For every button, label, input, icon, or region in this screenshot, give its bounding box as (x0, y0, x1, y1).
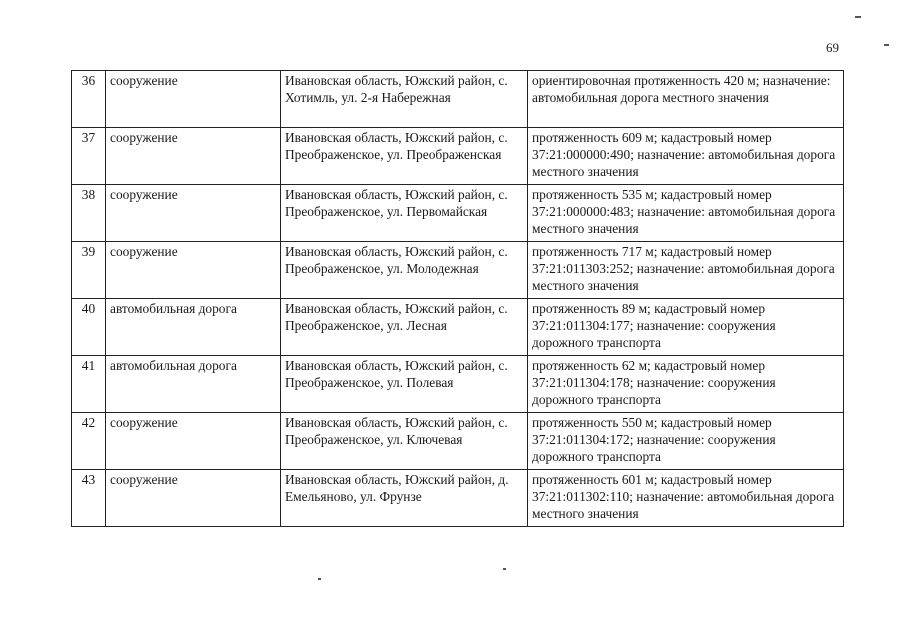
object-address: Ивановская область, Южский район, с. Преображенское, ул. Ключевая (281, 413, 528, 470)
row-number: 41 (72, 356, 106, 413)
object-address: Ивановская область, Южский район, с. Хотимль, ул. 2-я Набережная (281, 71, 528, 128)
object-type: сооружение (106, 413, 281, 470)
table-row (72, 356, 844, 413)
object-type: автомобильная дорога (106, 356, 281, 413)
scan-mark (318, 578, 321, 580)
row-number: 40 (72, 299, 106, 356)
object-address: Ивановская область, Южский район, с. Преображенское, ул. Лесная (281, 299, 528, 356)
scan-mark (503, 568, 506, 570)
object-description: протяженность 535 м; кадастровый номер 37:21:000000:483; назначение: автомобильная дорога местного значения (528, 185, 844, 242)
row-number: 36 (72, 71, 106, 128)
object-address: Ивановская область, Южский район, с. Преображенское, ул. Преображенская (281, 128, 528, 185)
row-number: 37 (72, 128, 106, 185)
table-row (72, 185, 844, 242)
scan-mark (855, 16, 861, 18)
object-type: сооружение (106, 71, 281, 128)
object-address: Ивановская область, Южский район, с. Преображенское, ул. Полевая (281, 356, 528, 413)
object-description: протяженность 550 м; кадастровый номер 37:21:011304:172; назначение: сооружения дорожного транспорта (528, 413, 844, 470)
object-type: сооружение (106, 470, 281, 527)
table-row (72, 470, 844, 527)
property-table (71, 70, 844, 527)
object-address: Ивановская область, Южский район, с. Преображенское, ул. Первомайская (281, 185, 528, 242)
object-type: автомобильная дорога (106, 299, 281, 356)
object-type: сооружение (106, 242, 281, 299)
object-description: протяженность 717 м; кадастровый номер 37:21:011303:252; назначение: автомобильная дорога местного значения (528, 242, 844, 299)
table-row (72, 413, 844, 470)
table-row (72, 299, 844, 356)
object-address: Ивановская область, Южский район, с. Преображенское, ул. Молодежная (281, 242, 528, 299)
object-type: сооружение (106, 185, 281, 242)
table-row (72, 128, 844, 185)
object-address: Ивановская область, Южский район, д. Емельяново, ул. Фрунзе (281, 470, 528, 527)
page-number: 69 (826, 40, 839, 55)
object-description: протяженность 601 м; кадастровый номер 37:21:011302:110; назначение: автомобильная дорога местного значения (528, 470, 844, 527)
row-number: 42 (72, 413, 106, 470)
table-row (72, 71, 844, 128)
row-number: 38 (72, 185, 106, 242)
object-description: протяженность 62 м; кадастровый номер 37:21:011304:178; назначение: сооружения дорожного транспорта (528, 356, 844, 413)
row-number: 43 (72, 470, 106, 527)
row-number: 39 (72, 242, 106, 299)
table-row (72, 242, 844, 299)
object-description: ориентировочная протяженность 420 м; назначение: автомобильная дорога местного значения (528, 71, 844, 128)
object-description: протяженность 609 м; кадастровый номер 37:21:000000:490; назначение: автомобильная дорога местного значения (528, 128, 844, 185)
object-description: протяженность 89 м; кадастровый номер 37:21:011304:177; назначение: сооружения дорожного транспорта (528, 299, 844, 356)
object-type: сооружение (106, 128, 281, 185)
scan-mark (884, 44, 889, 46)
